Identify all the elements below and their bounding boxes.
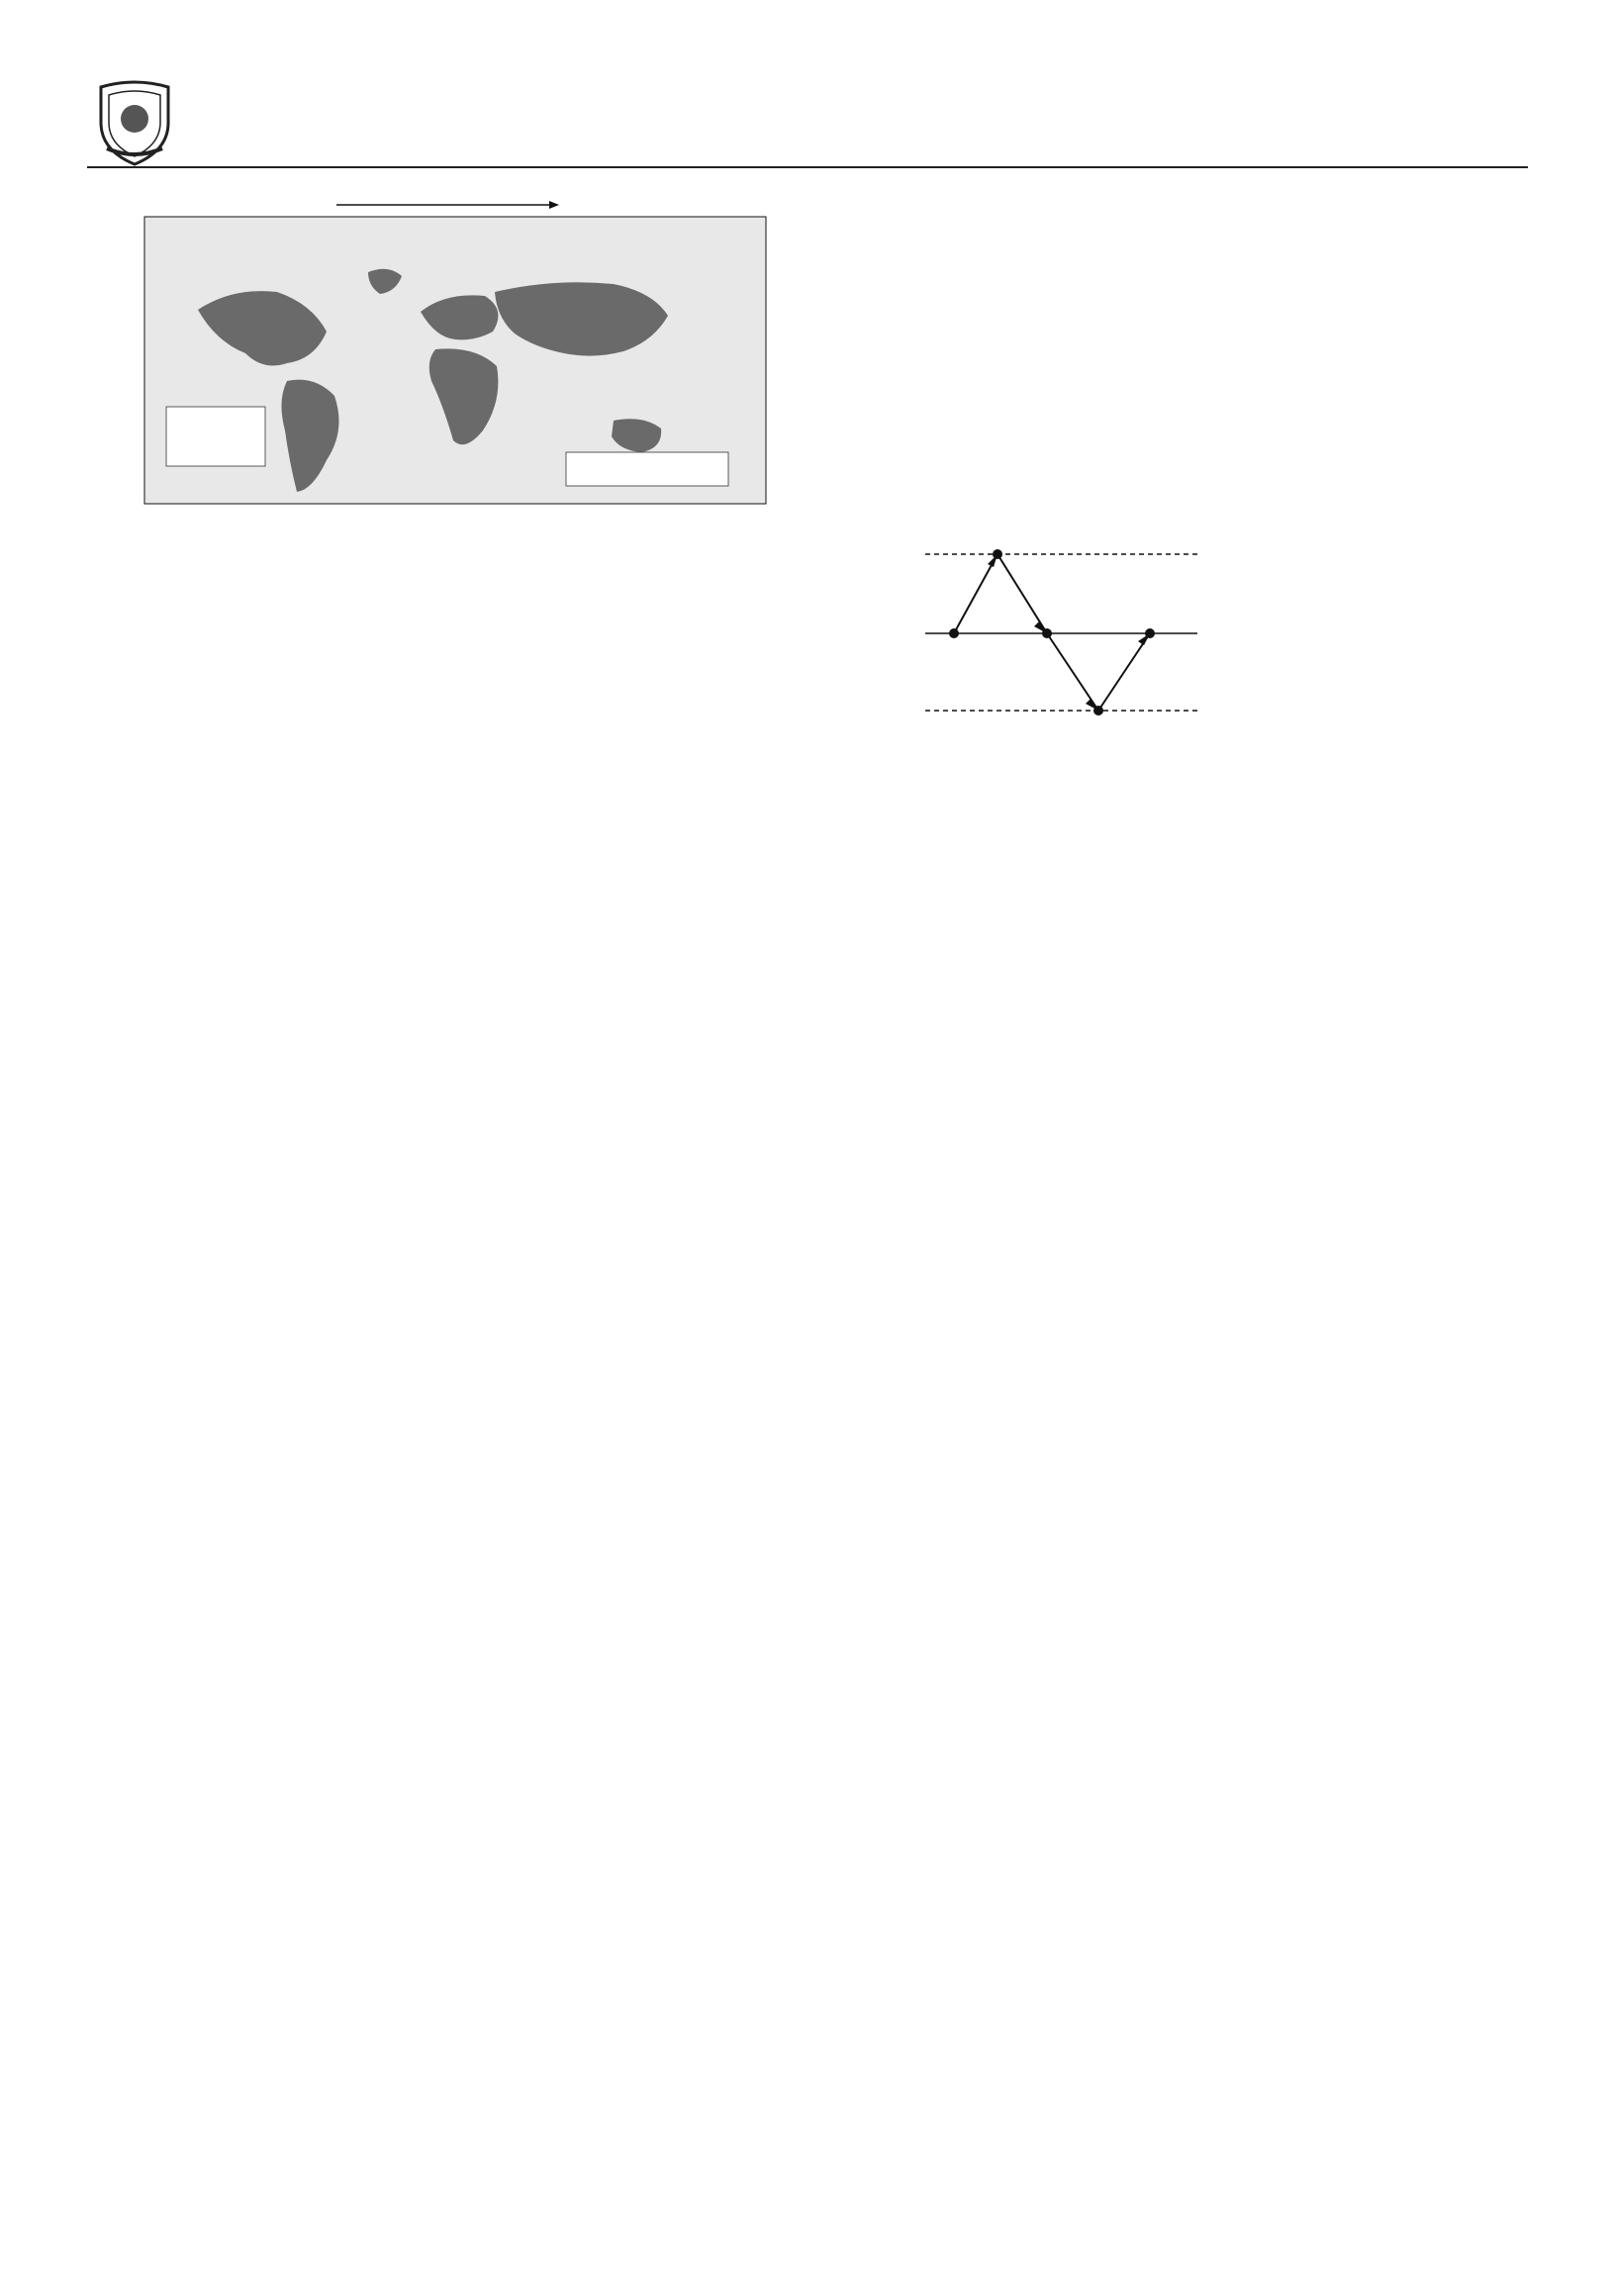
- dateline-note-left: [168, 409, 263, 464]
- page-header: [87, 69, 1528, 168]
- timezone-figure: [139, 193, 772, 569]
- header-divider: [87, 166, 1528, 168]
- dateline-note-right: [568, 454, 726, 484]
- logo-shield-icon: [95, 79, 174, 166]
- sun-movement-figure: [871, 515, 1504, 742]
